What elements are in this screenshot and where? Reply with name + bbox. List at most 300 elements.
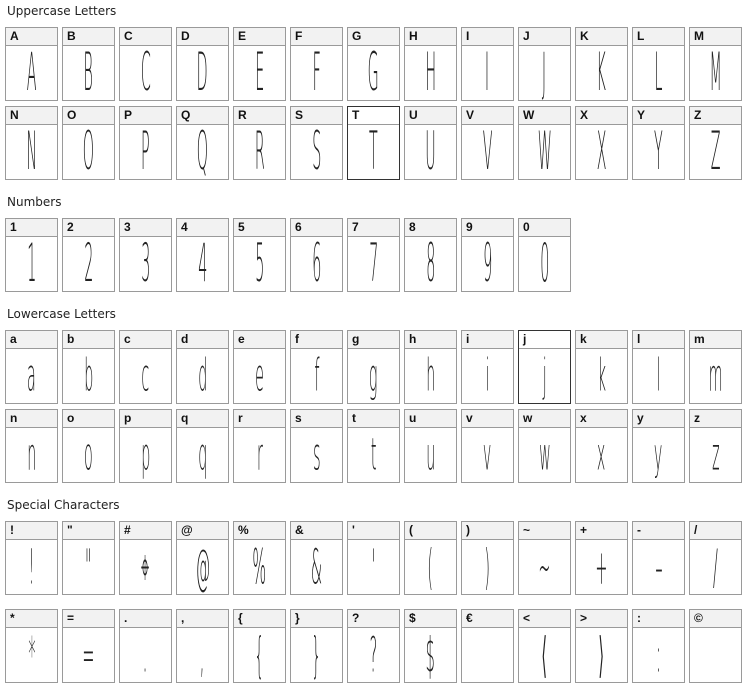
glyph-cell-label: u bbox=[405, 410, 456, 428]
glyph-cell[interactable] bbox=[119, 609, 172, 683]
glyph-cell[interactable] bbox=[461, 218, 514, 292]
glyph-cell[interactable] bbox=[233, 609, 286, 683]
glyph-preview-char: + bbox=[595, 540, 608, 594]
glyph-cell[interactable] bbox=[518, 521, 571, 595]
glyph-cell[interactable] bbox=[62, 27, 115, 101]
glyph-preview bbox=[690, 428, 741, 482]
glyph-preview-char: U bbox=[425, 125, 436, 179]
glyph-preview-char: / bbox=[713, 540, 718, 594]
glyph-preview bbox=[120, 349, 171, 403]
glyph-preview bbox=[405, 428, 456, 482]
glyph-cell[interactable] bbox=[233, 330, 286, 404]
glyph-preview bbox=[405, 349, 456, 403]
glyph-preview-char: c bbox=[141, 350, 150, 402]
glyph-cell[interactable] bbox=[5, 27, 58, 101]
glyph-preview bbox=[462, 540, 513, 594]
glyph-preview-char: z bbox=[711, 429, 720, 481]
glyph-cell-label: N bbox=[6, 107, 57, 125]
glyph-preview bbox=[177, 349, 228, 403]
glyph-preview-char: a bbox=[27, 350, 36, 402]
glyph-preview bbox=[234, 125, 285, 179]
glyph-cell-label: ) bbox=[462, 522, 513, 540]
glyph-preview-char: % bbox=[252, 540, 267, 594]
glyph-cell-label: : bbox=[633, 610, 684, 628]
glyph-cell-label: j bbox=[519, 331, 570, 349]
glyph-preview bbox=[234, 237, 285, 291]
glyph-cell-label: t bbox=[348, 410, 399, 428]
glyph-preview bbox=[348, 428, 399, 482]
glyph-preview bbox=[234, 349, 285, 403]
glyph-cell-label: Q bbox=[177, 107, 228, 125]
glyph-cell[interactable] bbox=[575, 330, 628, 404]
glyph-preview-char: p bbox=[140, 429, 151, 481]
glyph-preview-char: R bbox=[254, 125, 265, 179]
glyph-cell[interactable] bbox=[5, 106, 58, 180]
glyph-cell[interactable] bbox=[518, 218, 571, 292]
glyph-cell-label: ( bbox=[405, 522, 456, 540]
glyph-preview bbox=[576, 540, 627, 594]
glyph-preview-char: x bbox=[597, 429, 606, 481]
glyph-preview-char: } bbox=[311, 628, 322, 682]
glyph-preview bbox=[63, 540, 114, 594]
glyph-cell-label: { bbox=[234, 610, 285, 628]
glyph-cell-label: > bbox=[576, 610, 627, 628]
glyph-preview bbox=[120, 540, 171, 594]
glyph-preview bbox=[6, 349, 57, 403]
glyph-cell[interactable] bbox=[575, 609, 628, 683]
glyph-cell[interactable] bbox=[575, 409, 628, 483]
glyph-cell-label: - bbox=[633, 522, 684, 540]
glyph-cell-label: 3 bbox=[120, 219, 171, 237]
glyph-cell-label: @ bbox=[177, 522, 228, 540]
glyph-cell[interactable] bbox=[176, 27, 229, 101]
glyph-preview bbox=[690, 628, 741, 682]
glyph-cell[interactable] bbox=[575, 521, 628, 595]
glyph-cell-label: k bbox=[576, 331, 627, 349]
glyph-preview-char: " bbox=[85, 540, 92, 594]
glyph-cell[interactable] bbox=[347, 521, 400, 595]
glyph-preview bbox=[576, 628, 627, 682]
glyph-cell-label: O bbox=[63, 107, 114, 125]
glyph-cell-label: A bbox=[6, 28, 57, 46]
glyph-preview bbox=[177, 540, 228, 594]
glyph-cell-label: o bbox=[63, 410, 114, 428]
glyph-cell-label: E bbox=[234, 28, 285, 46]
glyph-preview-char: h bbox=[425, 350, 436, 402]
glyph-cell[interactable] bbox=[176, 218, 229, 292]
glyph-preview-char: r bbox=[256, 429, 263, 481]
glyph-preview bbox=[6, 540, 57, 594]
glyph-cell[interactable] bbox=[233, 218, 286, 292]
glyph-cell[interactable] bbox=[119, 409, 172, 483]
glyph-preview-char: 7 bbox=[368, 237, 379, 291]
glyph-cell-label: ~ bbox=[519, 522, 570, 540]
glyph-preview bbox=[576, 46, 627, 100]
glyph-cell-label: J bbox=[519, 28, 570, 46]
glyph-preview-char: F bbox=[312, 46, 321, 100]
glyph-cell[interactable] bbox=[290, 218, 343, 292]
glyph-preview-char: * bbox=[27, 628, 36, 682]
glyph-preview bbox=[462, 628, 513, 682]
glyph-preview-char: 3 bbox=[140, 237, 151, 291]
glyph-cell[interactable] bbox=[404, 218, 457, 292]
glyph-cell-label: 1 bbox=[6, 219, 57, 237]
section-title-uppercase: Uppercase Letters bbox=[7, 4, 117, 18]
glyph-cell[interactable] bbox=[404, 330, 457, 404]
glyph-cell-label: " bbox=[63, 522, 114, 540]
glyph-cell[interactable] bbox=[5, 218, 58, 292]
glyph-preview-char: $ bbox=[425, 628, 436, 682]
glyph-preview-char: E bbox=[254, 46, 265, 100]
glyph-cell-label: U bbox=[405, 107, 456, 125]
glyph-cell-label: H bbox=[405, 28, 456, 46]
glyph-preview-char: X bbox=[596, 125, 607, 179]
glyph-cell[interactable] bbox=[5, 521, 58, 595]
glyph-preview-char: Q bbox=[196, 125, 209, 179]
glyph-cell-label: 6 bbox=[291, 219, 342, 237]
glyph-cell[interactable] bbox=[347, 609, 400, 683]
glyph-preview bbox=[519, 349, 570, 403]
glyph-cell-label: g bbox=[348, 331, 399, 349]
glyph-cell-label: } bbox=[291, 610, 342, 628]
glyph-cell[interactable] bbox=[176, 609, 229, 683]
glyph-preview-char: m bbox=[708, 350, 723, 402]
glyph-cell-label: i bbox=[462, 331, 513, 349]
glyph-cell-label: x bbox=[576, 410, 627, 428]
glyph-preview-char: ⟩ bbox=[598, 628, 605, 682]
glyph-cell[interactable] bbox=[347, 106, 400, 180]
glyph-cell-label: + bbox=[576, 522, 627, 540]
glyph-cell[interactable] bbox=[632, 330, 685, 404]
glyph-preview bbox=[519, 237, 570, 291]
glyph-cell[interactable] bbox=[233, 27, 286, 101]
glyph-preview bbox=[177, 237, 228, 291]
glyph-cell[interactable] bbox=[176, 330, 229, 404]
glyph-cell[interactable] bbox=[575, 106, 628, 180]
glyph-cell[interactable] bbox=[290, 409, 343, 483]
section-title-numbers: Numbers bbox=[7, 195, 62, 209]
glyph-cell-label: n bbox=[6, 410, 57, 428]
glyph-preview bbox=[291, 628, 342, 682]
glyph-cell[interactable] bbox=[689, 409, 742, 483]
glyph-cell[interactable] bbox=[518, 27, 571, 101]
glyph-cell[interactable] bbox=[689, 609, 742, 683]
glyph-cell-label: B bbox=[63, 28, 114, 46]
glyph-preview-char: A bbox=[26, 46, 37, 100]
glyph-cell-label: 9 bbox=[462, 219, 513, 237]
glyph-cell-label: 4 bbox=[177, 219, 228, 237]
glyph-preview bbox=[519, 46, 570, 100]
glyph-preview-char: K bbox=[596, 46, 607, 100]
glyph-preview bbox=[633, 125, 684, 179]
glyph-cell[interactable] bbox=[233, 521, 286, 595]
glyph-cell[interactable] bbox=[404, 609, 457, 683]
glyph-preview bbox=[633, 349, 684, 403]
glyph-cell[interactable] bbox=[347, 27, 400, 101]
glyph-cell-label: S bbox=[291, 107, 342, 125]
glyph-cell[interactable] bbox=[62, 218, 115, 292]
glyph-cell-label: b bbox=[63, 331, 114, 349]
glyph-cell[interactable] bbox=[62, 106, 115, 180]
glyph-cell[interactable] bbox=[119, 330, 172, 404]
glyph-preview bbox=[462, 428, 513, 482]
glyph-cell[interactable] bbox=[5, 330, 58, 404]
glyph-cell[interactable] bbox=[518, 609, 571, 683]
glyph-cell[interactable] bbox=[689, 106, 742, 180]
glyph-cell-label: c bbox=[120, 331, 171, 349]
glyph-cell[interactable] bbox=[290, 106, 343, 180]
glyph-cell[interactable] bbox=[62, 609, 115, 683]
glyph-preview-char: : bbox=[656, 628, 661, 682]
glyph-cell[interactable] bbox=[176, 521, 229, 595]
glyph-preview-char: ) bbox=[484, 540, 491, 594]
glyph-cell[interactable] bbox=[119, 27, 172, 101]
glyph-preview-char: M bbox=[709, 46, 722, 100]
glyph-cell[interactable] bbox=[518, 106, 571, 180]
glyph-preview bbox=[405, 540, 456, 594]
glyph-cell-label: r bbox=[234, 410, 285, 428]
glyph-preview bbox=[291, 540, 342, 594]
glyph-cell[interactable] bbox=[632, 521, 685, 595]
glyph-preview bbox=[6, 237, 57, 291]
glyph-cell[interactable] bbox=[404, 106, 457, 180]
glyph-preview-char: q bbox=[197, 429, 208, 481]
glyph-preview bbox=[405, 46, 456, 100]
glyph-preview bbox=[63, 237, 114, 291]
glyph-cell[interactable] bbox=[119, 218, 172, 292]
glyph-cell-label: q bbox=[177, 410, 228, 428]
glyph-preview-char: ⌖ bbox=[141, 540, 150, 594]
glyph-preview-char: L bbox=[654, 46, 663, 100]
glyph-cell[interactable] bbox=[461, 409, 514, 483]
glyph-preview bbox=[63, 628, 114, 682]
glyph-cell-label: 0 bbox=[519, 219, 570, 237]
glyph-preview bbox=[63, 428, 114, 482]
glyph-preview-char: 4 bbox=[197, 237, 208, 291]
glyph-cell-label: % bbox=[234, 522, 285, 540]
glyph-cell-label: # bbox=[120, 522, 171, 540]
glyph-preview bbox=[633, 628, 684, 682]
glyph-preview bbox=[63, 349, 114, 403]
glyph-preview-char: u bbox=[425, 429, 436, 481]
glyph-cell-label: * bbox=[6, 610, 57, 628]
glyph-preview-char: T bbox=[369, 125, 378, 179]
glyph-preview-char: o bbox=[84, 429, 93, 481]
glyph-cell[interactable] bbox=[62, 409, 115, 483]
glyph-cell-label: v bbox=[462, 410, 513, 428]
glyph-preview-char: e bbox=[255, 350, 264, 402]
glyph-preview bbox=[291, 46, 342, 100]
glyph-cell[interactable] bbox=[575, 27, 628, 101]
glyph-cell[interactable] bbox=[5, 409, 58, 483]
glyph-cell[interactable] bbox=[347, 330, 400, 404]
glyph-cell-label: P bbox=[120, 107, 171, 125]
glyph-cell[interactable] bbox=[404, 409, 457, 483]
glyph-preview-char: V bbox=[482, 125, 493, 179]
glyph-preview-char: & bbox=[310, 540, 323, 594]
glyph-cell-label: & bbox=[291, 522, 342, 540]
glyph-preview bbox=[6, 628, 57, 682]
glyph-cell[interactable] bbox=[290, 27, 343, 101]
glyph-preview bbox=[6, 125, 57, 179]
glyph-cell-label: F bbox=[291, 28, 342, 46]
glyph-cell[interactable] bbox=[404, 521, 457, 595]
glyph-cell-label: M bbox=[690, 28, 741, 46]
glyph-preview-char: 0 bbox=[539, 237, 550, 291]
glyph-preview-char: = bbox=[82, 628, 95, 682]
glyph-preview-char: d bbox=[197, 350, 208, 402]
glyph-cell[interactable] bbox=[62, 330, 115, 404]
glyph-cell[interactable] bbox=[290, 521, 343, 595]
glyph-preview-char: ⟨ bbox=[541, 628, 548, 682]
glyph-cell-label: € bbox=[462, 610, 513, 628]
glyph-cell[interactable] bbox=[5, 609, 58, 683]
glyph-cell-label: V bbox=[462, 107, 513, 125]
glyph-preview-char: P bbox=[141, 125, 150, 179]
glyph-preview-char: 8 bbox=[425, 237, 436, 291]
glyph-cell-label: d bbox=[177, 331, 228, 349]
glyph-preview-char: t bbox=[370, 429, 377, 481]
glyph-preview bbox=[6, 428, 57, 482]
glyph-preview bbox=[120, 428, 171, 482]
glyph-cell-label: , bbox=[177, 610, 228, 628]
glyph-cell[interactable] bbox=[176, 106, 229, 180]
glyph-preview-char: Z bbox=[710, 125, 721, 179]
glyph-cell-label: s bbox=[291, 410, 342, 428]
glyph-cell[interactable] bbox=[632, 106, 685, 180]
glyph-cell[interactable] bbox=[632, 609, 685, 683]
glyph-preview bbox=[120, 628, 171, 682]
glyph-cell[interactable] bbox=[632, 409, 685, 483]
glyph-cell[interactable] bbox=[461, 27, 514, 101]
glyph-preview bbox=[690, 349, 741, 403]
glyph-cell-label: p bbox=[120, 410, 171, 428]
glyph-cell[interactable] bbox=[632, 27, 685, 101]
glyph-preview bbox=[633, 46, 684, 100]
glyph-preview bbox=[519, 628, 570, 682]
glyph-preview bbox=[348, 540, 399, 594]
glyph-preview bbox=[462, 46, 513, 100]
glyph-preview bbox=[462, 125, 513, 179]
glyph-preview-char: g bbox=[369, 350, 378, 402]
glyph-cell[interactable] bbox=[689, 330, 742, 404]
glyph-preview bbox=[348, 349, 399, 403]
glyph-cell-label: h bbox=[405, 331, 456, 349]
glyph-preview-char: ( bbox=[427, 540, 434, 594]
glyph-preview bbox=[348, 46, 399, 100]
glyph-cell[interactable] bbox=[461, 521, 514, 595]
glyph-preview-char: J bbox=[542, 46, 547, 100]
glyph-cell[interactable] bbox=[689, 521, 742, 595]
glyph-preview-char: 1 bbox=[26, 237, 37, 291]
glyph-preview-char: 2 bbox=[83, 237, 94, 291]
glyph-cell-label: L bbox=[633, 28, 684, 46]
glyph-preview-char: , bbox=[200, 628, 205, 682]
glyph-preview bbox=[690, 125, 741, 179]
glyph-preview-char: ? bbox=[369, 628, 378, 682]
section-title-lowercase: Lowercase Letters bbox=[7, 307, 116, 321]
glyph-preview bbox=[177, 46, 228, 100]
glyph-preview bbox=[690, 540, 741, 594]
glyph-preview-char: l bbox=[656, 350, 661, 402]
glyph-preview-char: f bbox=[313, 350, 320, 402]
glyph-cell-label: T bbox=[348, 107, 399, 125]
glyph-preview bbox=[633, 428, 684, 482]
glyph-cell[interactable] bbox=[347, 218, 400, 292]
glyph-cell[interactable] bbox=[461, 330, 514, 404]
glyph-preview-char: 9 bbox=[482, 237, 493, 291]
glyph-preview bbox=[234, 540, 285, 594]
glyph-cell[interactable] bbox=[62, 521, 115, 595]
glyph-cell[interactable] bbox=[176, 409, 229, 483]
glyph-preview-char: D bbox=[197, 46, 208, 100]
glyph-preview bbox=[576, 428, 627, 482]
glyph-cell[interactable] bbox=[290, 609, 343, 683]
glyph-cell-label: X bbox=[576, 107, 627, 125]
glyph-cell-label: W bbox=[519, 107, 570, 125]
glyph-preview bbox=[633, 540, 684, 594]
glyph-preview bbox=[576, 349, 627, 403]
glyph-cell[interactable] bbox=[347, 409, 400, 483]
glyph-preview bbox=[291, 125, 342, 179]
glyph-cell-label: m bbox=[690, 331, 741, 349]
glyph-preview bbox=[462, 349, 513, 403]
glyph-cell[interactable] bbox=[461, 609, 514, 683]
glyph-cell-label: 8 bbox=[405, 219, 456, 237]
glyph-cell[interactable] bbox=[233, 409, 286, 483]
glyph-preview-char: ~ bbox=[538, 540, 551, 594]
glyph-cell-label: / bbox=[690, 522, 741, 540]
glyph-cell[interactable] bbox=[233, 106, 286, 180]
glyph-cell[interactable] bbox=[689, 27, 742, 101]
glyph-cell-label: 2 bbox=[63, 219, 114, 237]
glyph-preview bbox=[120, 125, 171, 179]
glyph-cell-label: z bbox=[690, 410, 741, 428]
glyph-preview bbox=[120, 46, 171, 100]
glyph-preview-char: y bbox=[654, 429, 663, 481]
glyph-cell-label: Z bbox=[690, 107, 741, 125]
glyph-cell[interactable] bbox=[119, 106, 172, 180]
glyph-cell-label: . bbox=[120, 610, 171, 628]
glyph-preview bbox=[63, 125, 114, 179]
glyph-cell[interactable] bbox=[119, 521, 172, 595]
glyph-preview-char: s bbox=[312, 429, 321, 481]
glyph-preview bbox=[348, 125, 399, 179]
glyph-cell-label: ' bbox=[348, 522, 399, 540]
glyph-preview-char: i bbox=[485, 350, 490, 402]
glyph-cell[interactable] bbox=[461, 106, 514, 180]
glyph-preview-char: I bbox=[485, 46, 490, 100]
glyph-cell[interactable] bbox=[404, 27, 457, 101]
glyph-preview bbox=[405, 237, 456, 291]
glyph-preview-char: ' bbox=[371, 540, 376, 594]
glyph-cell-label: ? bbox=[348, 610, 399, 628]
glyph-preview bbox=[234, 428, 285, 482]
glyph-cell[interactable] bbox=[518, 330, 571, 404]
glyph-cell-label: C bbox=[120, 28, 171, 46]
glyph-preview-char: b bbox=[83, 350, 94, 402]
section-title-special: Special Characters bbox=[7, 498, 120, 512]
glyph-preview-char: 6 bbox=[311, 237, 322, 291]
glyph-cell-label: a bbox=[6, 331, 57, 349]
glyph-cell[interactable] bbox=[518, 409, 571, 483]
glyph-preview-char: O bbox=[82, 125, 95, 179]
glyph-cell-label: Y bbox=[633, 107, 684, 125]
glyph-preview-char: – bbox=[654, 540, 663, 594]
glyph-cell[interactable] bbox=[290, 330, 343, 404]
glyph-preview bbox=[519, 428, 570, 482]
glyph-cell-label: e bbox=[234, 331, 285, 349]
